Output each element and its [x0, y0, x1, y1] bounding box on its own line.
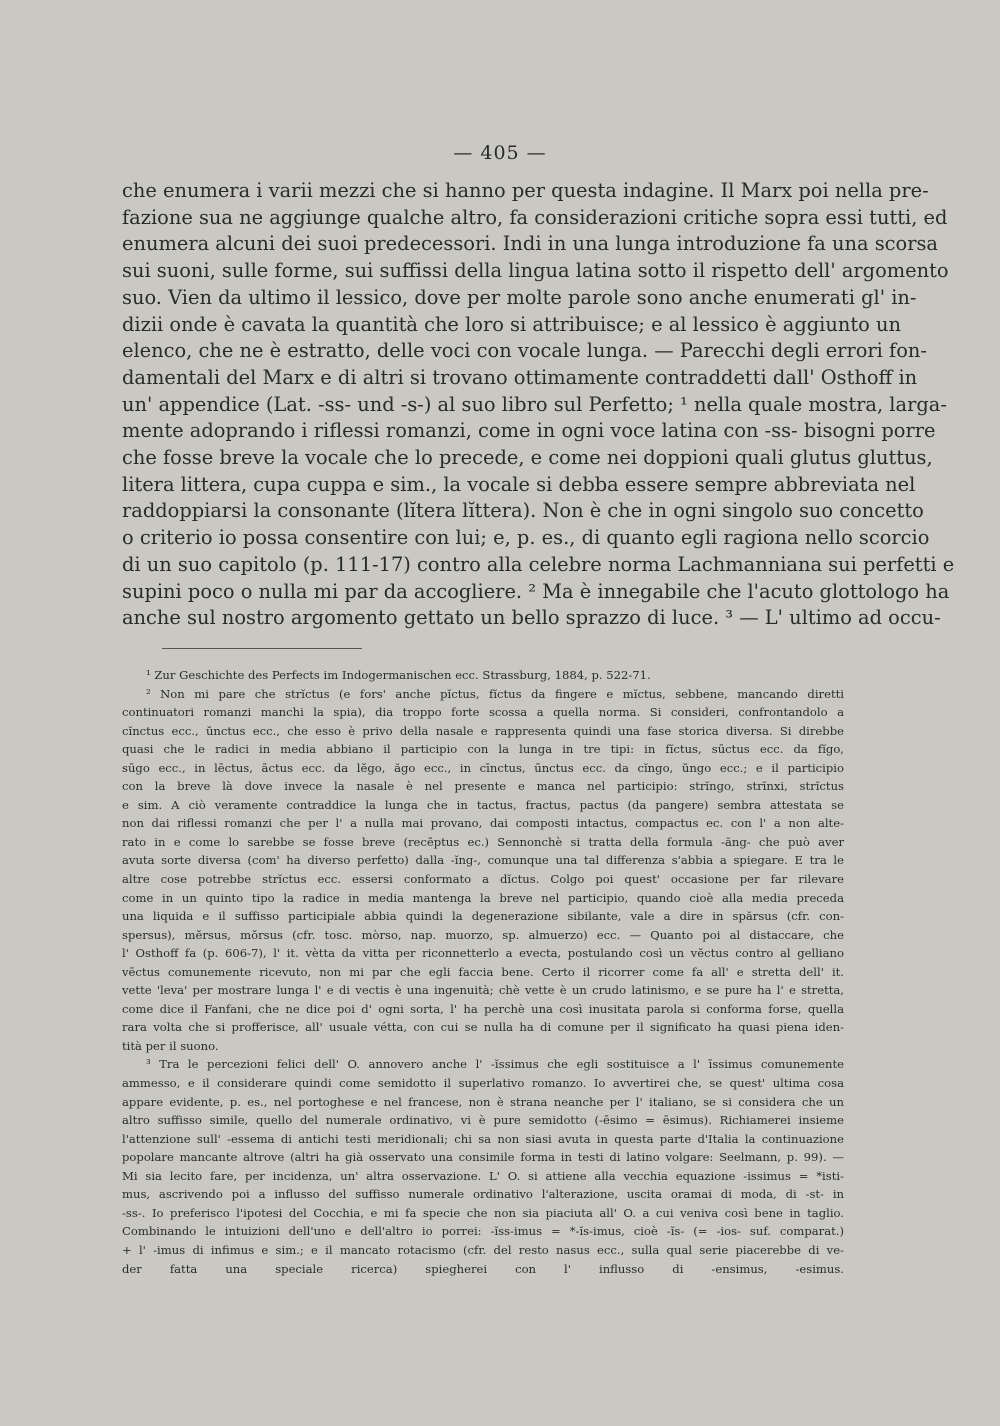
- footnote-line: Combinando le intuizioni dell'uno e dell'altro io porrei: -ĭss-imus = *-ĭs-imus, cioè -ĭs- (= -ios- suf. comparat.): [122, 1224, 844, 1239]
- footnote-line: popolare mancante altrove (altri ha già osservato una consimile forma in testi di latino volgare: Seelmann, p. 99). —: [122, 1150, 844, 1165]
- footnote-line: come in un quinto tipo la radice in media mantenga la breve nel participio, quando cioè alla media preceda: [122, 890, 844, 905]
- text-line: un' appendice (Lat. -ss- und -s-) al suo libro sul Perfetto; ¹ nella quale mostra, larga-: [122, 392, 947, 416]
- text-line: litera littera, cupa cuppa e sim., la vocale si debba essere sempre abbreviata nel: [122, 472, 916, 496]
- text-line: supini poco o nulla mi par da accogliere. ² Ma è innegabile che l'acuto glottologo ha: [122, 579, 950, 603]
- footnote-line: non dai riflessi romanzi che per l' a nulla mai provano, dai composti intactus, compactus ec. con l' a non alte-: [122, 816, 844, 831]
- footnote-line: appare evidente, p. es., nel portoghese e nel francese, non è strana neanche per l' italiano, se si considera che un: [122, 1094, 844, 1109]
- footnote-line: vette 'leva' per mostrare lunga l' e di vectis è una ingenuità; chè vette è un crudo latinismo, e se pure ha l' e stretta,: [122, 983, 844, 998]
- main-text: [122, 178, 955, 632]
- footnote-line: altre cose potrebbe strĭctus ecc. essersi conformato a dĭctus. Colgo poi quest' occasione per far rilevare: [122, 872, 844, 887]
- footnote-line: ³ Tra le percezioni felici dell' O. annovero anche l' -ĭssimus che egli sostituisce a l' īssimus comunemente: [146, 1057, 844, 1072]
- footnote-line: Mi sia lecito fare, per incidenza, un' altra osservazione. L' O. si attiene alla vecchia equazione -issimus = *isti-: [122, 1168, 844, 1183]
- footnote-line: mus, ascrivendo poi a influsso del suffisso numerale ordinativo l'alterazione, uscita oramai di moda, di -st- in: [122, 1187, 844, 1202]
- footnote-line: rato in e come lo sarebbe se fosse breve (recĕptus ec.) Sennonchè si tratta della formula -ăng- che può aver: [122, 834, 844, 849]
- footnote-line: ² Non mi pare che strĭctus (e fors' anche pĭctus, fĭctus da fingere e mĭctus, sebbene, mancando diretti: [146, 686, 844, 701]
- footnote-line: -ss-. Io preferisco l'ipotesi del Cocchia, e mi fa specie che non sia piaciuta all' O. a cui veniva così bene in taglio.: [122, 1205, 844, 1220]
- text-line: raddoppiarsi la consonante (lĭtera lĭttera). Non è che in ogni singolo suo concetto: [122, 499, 924, 523]
- footnote-line: e sim. A ciò veramente contraddice la lunga che in tactus, fractus, pactus (da pangere) sembra attestata se: [122, 797, 844, 812]
- footnotes: [122, 666, 844, 1278]
- footnote-line: una liquida e il suffisso participiale abbia quindi la degenerazione sibilante, vale a dire in spărsus (cfr. con-: [122, 909, 844, 924]
- footnote-line: l'attenzione sull' -essema di antichi testi meridionali; chi sa non siasi avuta in questa parte d'Italia la continuazione: [122, 1131, 844, 1146]
- footnote-line: rara volta che si profferisce, all' usuale vétta, con cui se nulla ha di comune per il significato ha quasi piena iden-: [122, 1020, 844, 1035]
- text-line: damentali del Marx e di altri si trovano ottimamente contraddetti dall' Osthoff in: [122, 365, 918, 389]
- text-line: che fosse breve la vocale che lo precede, e come nei doppioni quali glutus gluttus,: [122, 446, 933, 470]
- text-line: anche sul nostro argomento gettato un bello sprazzo di luce. ³ — L' ultimo ad occu-: [122, 606, 941, 630]
- footnote-line: continuatori romanzi manchi la spia), dia troppo forte scossa a quella norma. Si consideri, confrontandolo a: [122, 705, 844, 720]
- footnote-line: avuta sorte diversa (com' ha diverso perfetto) dalla -ĭng-, comunque una tal differenza s'abbia a spiegare. E tra le: [122, 853, 844, 868]
- text-line: elenco, che ne è estratto, delle voci con vocale lunga. — Parecchi degli errori fon-: [122, 339, 927, 363]
- footnote-line: con la breve là dove invece la nasale è nel presente e manca nel participio: strĭngo, strĭnxi, strĭctus: [122, 779, 844, 794]
- footnote-line: tità per il suono.: [122, 1038, 219, 1053]
- footnote-line: + l' -imus di infimus e sim.; e il mancato rotacismo (cfr. del resto nasus ecc., sulla qual serie piacerebbe di ve-: [122, 1242, 844, 1257]
- text-line: che enumera i varii mezzi che si hanno per questa indagine. Il Marx poi nella pre-: [122, 179, 929, 202]
- text-line: di un suo capitolo (p. 111-17) contro alla celebre norma Lachmanniana sui perfetti e: [122, 552, 955, 576]
- page-number: — 405 —: [453, 142, 547, 164]
- text-line: enumera alcuni dei suoi predecessori. Indi in una lunga introduzione fa una scorsa: [122, 232, 938, 256]
- footnote-line: spersus), mĕrsus, mŏrsus (cfr. tosc. mòrso, nap. muorzo, sp. almuerzo) ecc. — Quanto poi al distaccare, che: [122, 927, 844, 942]
- footnote-line: ammesso, e il considerare quindi come semidotto il superlativo romanzo. Io avvertirei che, se quest' ultima cosa: [122, 1076, 844, 1091]
- footnote-line: der fatta una speciale ricerca) spiegherei con l' influsso di -ensimus, -esimus.: [122, 1261, 844, 1276]
- footnote-line: sūgo ecc., in lēctus, āctus ecc. da lĕgo, ăgo ecc., in cīnctus, ūnctus ecc. da cĭngo, ŭngo ecc.; e il participio: [122, 760, 844, 775]
- text-line: fazione sua ne aggiunge qualche altro, fa considerazioni critiche sopra essi tutti, ed: [122, 205, 948, 229]
- footnote-line: quasi che le radici in media abbiano il participio con la lunga in tre tipi: in fĭctus, sūctus ecc. da fĭgo,: [122, 742, 844, 757]
- footnote-line: altro suffisso simile, quello del numerale ordinativo, vi è pure semidotto (-ēsimo = ēsimus). Richiamerei insieme: [122, 1113, 844, 1128]
- footnote-line: come dice il Fanfani, che ne dice poi d' ogni sorta, l' ha perchè una così inusitata parola si conforma forse, quella: [122, 1001, 844, 1016]
- footnote-line: ¹ Zur Geschichte des Perfects im Indogermanischen ecc. Strassburg, 1884, p. 522-71.: [146, 668, 651, 682]
- text-line: o criterio io possa consentire con lui; e, p. es., di quanto egli ragiona nello scorcio: [122, 526, 930, 550]
- text-line: dizii onde è cavata la quantità che loro si attribuisce; e al lessico è aggiunto un: [122, 312, 901, 336]
- footnote-line: vēctus comunemente ricevuto, non mi par che egli faccia bene. Certo il ricorrer come fa all' e stretta dell' it.: [122, 964, 844, 979]
- text-line: mente adoprando i riflessi romanzi, come in ogni voce latina con -ss- bisogni porre: [122, 419, 936, 443]
- footnote-divider: [162, 648, 362, 649]
- footnote-line: l' Osthoff fa (p. 606-7), l' it. vètta da vitta per riconnetterlo a evecta, postulando così un vĕctus contro al gelliano: [122, 946, 844, 961]
- footnote-line: cĭnctus ecc., ŭnctus ecc., che esso è privo della nasale e rappresenta quindi una fase storica diversa. Si direbbe: [122, 723, 844, 738]
- text-line: sui suoni, sulle forme, sui suffissi della lingua latina sotto il rispetto dell' argomento: [122, 259, 949, 283]
- text-line: suo. Vien da ultimo il lessico, dove per molte parole sono anche enumerati gl' in-: [122, 285, 917, 309]
